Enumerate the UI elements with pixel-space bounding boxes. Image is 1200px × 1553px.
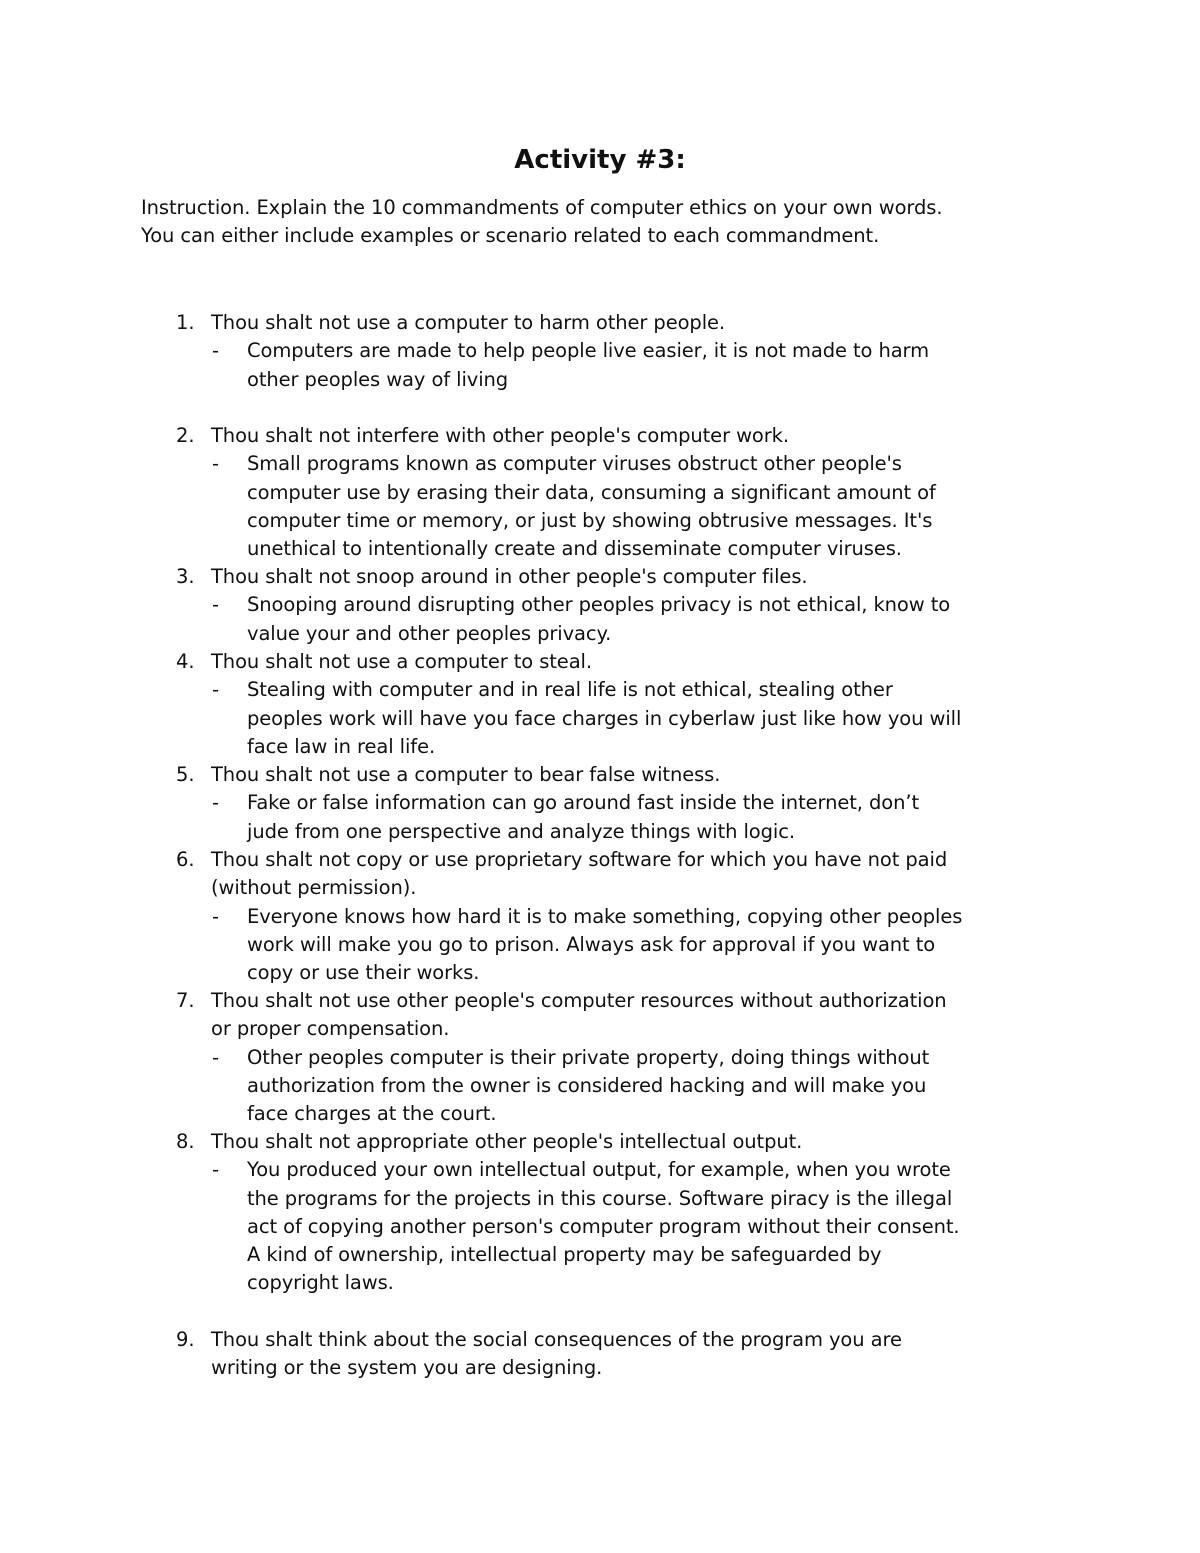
item-number: 5. — [176, 763, 195, 786]
commandment-text — [211, 1128, 1091, 1156]
explanation-line: other peoples way of living — [247, 367, 509, 391]
explanation-line: Everyone knows how hard it is to make something, copying other peoples — [247, 904, 963, 928]
commandment-line: Thou shalt not use a computer to bear false witness. — [211, 763, 721, 786]
explanation-line: copy or use their works. — [247, 961, 480, 985]
commandment-line: Thou shalt think about the social consequences of the program you are — [211, 1328, 902, 1351]
explanation-line: computer time or memory, or just by showing obtrusive messages. It's — [247, 508, 933, 532]
commandment-text — [211, 761, 1091, 789]
explanation-line: A kind of ownership, intellectual property may be safeguarded by — [247, 1243, 882, 1267]
bullet-dash: - — [212, 339, 220, 363]
instruction-line: You can either include examples or scenario related to each commandment. — [141, 224, 880, 248]
commandment-line: (without permission). — [211, 876, 417, 900]
commandment-line: Thou shalt not use other people's computer resources without authorization — [211, 989, 947, 1012]
bullet-dash: - — [212, 1045, 220, 1069]
explanation-text — [247, 1156, 1097, 1297]
commandment-line: writing or the system you are designing. — [211, 1356, 603, 1380]
commandment-text — [211, 563, 1091, 591]
commandment-text — [211, 1326, 1091, 1383]
bullet-dash: - — [212, 452, 220, 476]
explanation-text — [247, 1044, 1097, 1129]
item-number: 7. — [176, 989, 195, 1012]
commandment-text — [211, 648, 1091, 676]
explanation-text — [247, 450, 1097, 563]
explanation-line: Fake or false information can go around fast inside the internet, don’t — [247, 791, 919, 815]
bullet-dash: - — [212, 904, 220, 928]
item-number: 9. — [176, 1328, 195, 1351]
explanation-line: Stealing with computer and in real life is not ethical, stealing other — [247, 678, 893, 702]
commandment-line: Thou shalt not copy or use proprietary software for which you have not paid — [211, 848, 948, 871]
commandment-text — [211, 309, 1091, 337]
explanation-line: act of copying another person's computer program without their consent. — [247, 1214, 960, 1238]
explanation-text — [247, 789, 1097, 846]
instruction-line: Instruction. Explain the 10 commandments of computer ethics on your own words. — [141, 196, 943, 219]
commandment-text — [211, 846, 1091, 903]
explanation-line: value your and other peoples privacy. — [247, 621, 612, 645]
explanation-line: unethical to intentionally create and disseminate computer viruses. — [247, 537, 902, 561]
item-number: 1. — [176, 311, 195, 334]
explanation-line: peoples work will have you face charges in cyberlaw just like how you will — [247, 706, 962, 730]
explanation-line: jude from one perspective and analyze things with logic. — [247, 819, 795, 843]
commandment-line: Thou shalt not appropriate other people's intellectual output. — [211, 1130, 803, 1153]
explanation-line: computer use by erasing their data, consuming a significant amount of — [247, 480, 936, 504]
bullet-dash: - — [212, 791, 220, 815]
explanation-line: Other peoples computer is their private property, doing things without — [247, 1045, 930, 1069]
explanation-text — [247, 591, 1097, 648]
item-number: 8. — [176, 1130, 195, 1153]
commandment-text — [211, 987, 1091, 1044]
explanation-line: the programs for the projects in this course. Software piracy is the illegal — [247, 1186, 953, 1210]
item-number: 4. — [176, 650, 195, 673]
bullet-dash: - — [212, 678, 220, 702]
item-number: 6. — [176, 848, 195, 871]
item-number: 2. — [176, 424, 195, 447]
explanation-text — [247, 676, 1097, 761]
explanation-line: authorization from the owner is considered hacking and will make you — [247, 1073, 927, 1097]
explanation-line: Computers are made to help people live easier, it is not made to harm — [247, 339, 930, 363]
bullet-dash: - — [212, 1158, 220, 1182]
explanation-line: work will make you go to prison. Always ask for approval if you want to — [247, 932, 936, 956]
explanation-line: copyright laws. — [247, 1271, 394, 1295]
commandment-line: or proper compensation. — [211, 1017, 450, 1041]
explanation-text — [247, 337, 1097, 394]
commandment-line: Thou shalt not use a computer to steal. — [211, 650, 592, 673]
explanation-line: Small programs known as computer viruses obstruct other people's — [247, 452, 902, 476]
page-title: Activity #3: — [514, 145, 686, 175]
explanation-line: Snooping around disrupting other peoples privacy is not ethical, know to — [247, 593, 951, 617]
commandment-line: Thou shalt not interfere with other people's computer work. — [211, 424, 789, 447]
commandment-line: Thou shalt not snoop around in other people's computer files. — [211, 565, 808, 588]
item-number: 3. — [176, 565, 195, 588]
explanation-text — [247, 903, 1097, 988]
explanation-line: face law in real life. — [247, 734, 436, 758]
commandment-line: Thou shalt not use a computer to harm other people. — [211, 311, 726, 334]
bullet-dash: - — [212, 593, 220, 617]
explanation-line: You produced your own intellectual output, for example, when you wrote — [247, 1158, 951, 1182]
commandment-text — [211, 422, 1091, 450]
explanation-line: face charges at the court. — [247, 1102, 497, 1126]
